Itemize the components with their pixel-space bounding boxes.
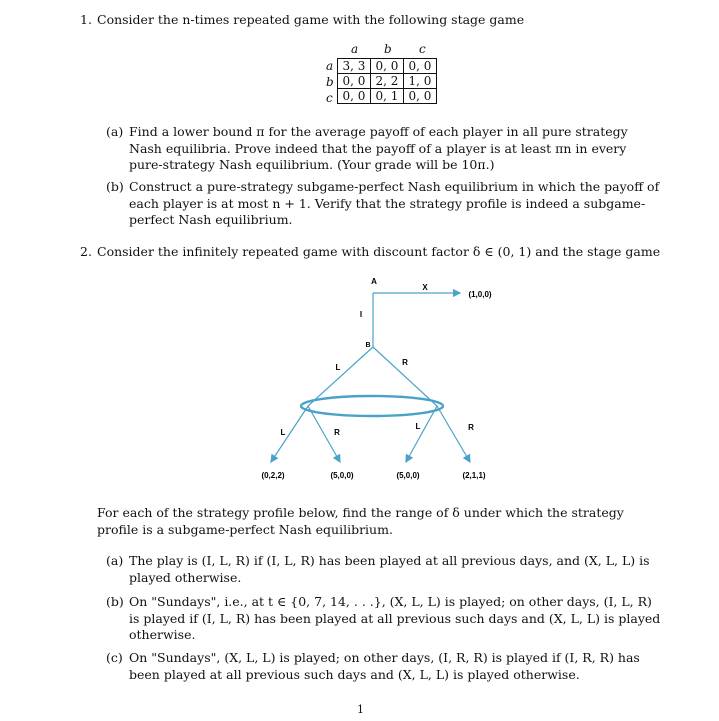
payoff-R-L: (5,0,0)	[396, 471, 420, 480]
q1b-text: Construct a pure-strategy subgame-perfect Nash equilibrium in which the payoff of each player is at most n + 1. Verify that the strategy profile is indeed a subgame-perfect Nash equilibrium.	[129, 179, 660, 227]
q1-intro: Consider the n-times repeated game with the following stage game	[97, 12, 525, 27]
q2-intro: Consider the infinitely repeated game with discount factor δ ∈ (0, 1) and the stage game	[97, 244, 661, 259]
q1a-label: (a)	[106, 124, 124, 139]
cell-a-a: 3, 3	[338, 59, 371, 74]
edge-label-R-player2: R	[402, 358, 408, 367]
q2c-label: (c)	[106, 650, 123, 665]
q1-number: 1.	[80, 12, 92, 27]
cell-a-b: 0, 0	[371, 59, 404, 74]
edge-label-right-R: R	[468, 423, 474, 432]
row-label-c: c	[326, 91, 333, 105]
col-label-a: a	[351, 42, 359, 56]
row-label-b: b	[326, 75, 334, 89]
edge-label-right-L: L	[415, 422, 421, 431]
q2a-label: (a)	[106, 553, 124, 568]
col-label-c: c	[419, 42, 426, 56]
q1b-label: (b)	[106, 179, 124, 194]
page-number: 1	[357, 703, 364, 716]
row-label-a: a	[326, 59, 334, 73]
cell-c-c: 0, 0	[404, 89, 437, 104]
payoff-R-R: (2,1,1)	[462, 471, 486, 480]
payoff-X: (1,0,0)	[468, 290, 492, 299]
col-label-b: b	[384, 42, 392, 56]
node-label-B: B	[365, 342, 371, 349]
cell-b-b: 2, 2	[371, 74, 404, 89]
node-label-A: A	[371, 277, 377, 286]
q2b-label: (b)	[106, 594, 124, 609]
edge-label-left-R: R	[334, 428, 340, 437]
cell-c-a: 0, 0	[338, 89, 371, 104]
edge-label-L-player2: L	[335, 363, 341, 372]
cell-b-a: 0, 0	[338, 74, 371, 89]
edge-right-R	[437, 406, 470, 462]
q2c-text: On "Sundays", (X, L, L) is played; on other days, (I, R, R) is played if (I, R, R) has been played at all previous such days and (X, L, L) is played otherwise.	[129, 650, 640, 682]
edge-left-L	[271, 406, 308, 462]
payoff-L-R: (5,0,0)	[330, 471, 354, 480]
edge-label-I: I	[359, 310, 363, 319]
edge-label-X: X	[422, 283, 428, 292]
q1a-text: Find a lower bound π for the average payoff of each player in all pure strategy Nash equilibria. Prove indeed that the payoff of a player is at least πn in every pure-strategy Nash equilibrium. (Your grade will be 10π.)	[129, 124, 628, 172]
cell-b-c: 1, 0	[404, 74, 437, 89]
q2b-text: On "Sundays", i.e., at t ∈ {0, 7, 14, . . .}, (X, L, L) is played; on other days, (I, L, R) is played if (I, L, R) has been played at all previous such days and (X, L, L) is played otherwise.	[129, 594, 661, 642]
edge-label-left-L: L	[280, 428, 286, 437]
cell-c-b: 0, 1	[371, 89, 404, 104]
payoff-L-L: (0,2,2)	[261, 471, 285, 480]
q2-prompt: For each of the strategy profile below, find the range of δ under which the strategy profile is a subgame-perfect Nash equilibrium.	[97, 505, 624, 537]
cell-a-c: 0, 0	[404, 59, 437, 74]
q2-number: 2.	[80, 244, 92, 259]
information-set	[301, 396, 443, 416]
q2a-text: The play is (I, L, R) if (I, L, R) has been played at all previous days, and (X, L, L) is played otherwise.	[129, 553, 650, 585]
